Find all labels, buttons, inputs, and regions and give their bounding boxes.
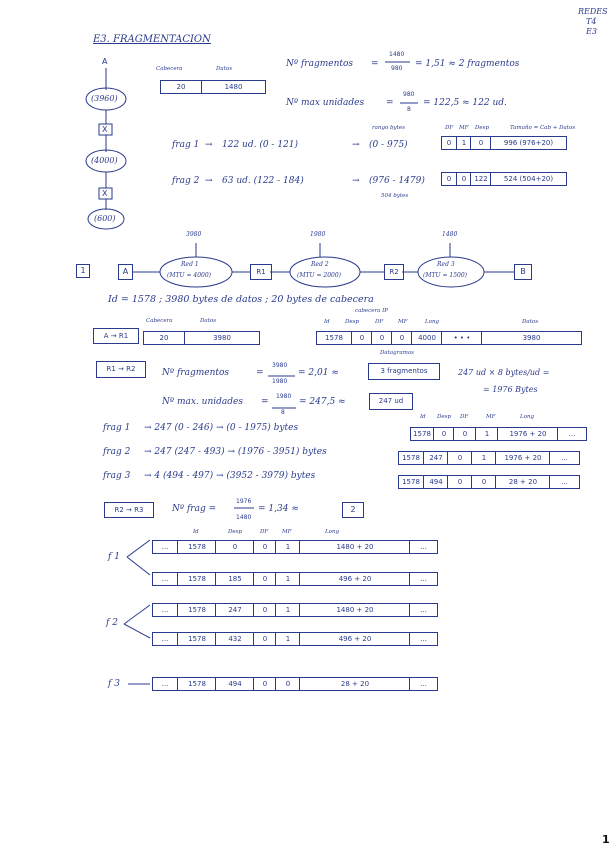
calc1-result2: = 122,5 ≈ 122 ud.	[423, 98, 507, 108]
flow-router-2: X	[102, 189, 108, 198]
f2b-more: ...	[409, 633, 437, 645]
topic-label: T4	[586, 17, 597, 26]
f1-label: f 1	[108, 552, 120, 562]
tblA-r2-df: 0	[446, 175, 452, 183]
ipcab-id: 1578	[325, 334, 343, 342]
f3a-desp: 494	[215, 678, 254, 690]
ipcab-df: 0	[371, 332, 392, 344]
f2a-mf: 1	[275, 604, 300, 616]
f2a-id: 1578	[177, 604, 216, 616]
fr3-id: 1578	[402, 478, 420, 486]
fr1-mf: 1	[475, 428, 498, 440]
frag2a-bytes: (976 - 1479)	[369, 176, 425, 186]
fr-head-desp: Desp	[437, 414, 452, 420]
r2r3-label: R2 → R3	[104, 502, 154, 518]
f1-head-desp: Desp	[228, 529, 243, 535]
flow-node-1: (3960)	[91, 94, 118, 103]
fr2-df: 0	[447, 452, 472, 464]
fr3-more: ...	[549, 476, 579, 488]
fr-head-df: DF	[460, 414, 469, 420]
frag1a-bytes: (0 - 975)	[369, 140, 408, 150]
ipcab-col-long: Long	[425, 319, 440, 325]
r2r3-den: 1480	[236, 514, 252, 521]
fr-head-mf: MF	[486, 414, 496, 420]
ar1-v1: 20	[159, 334, 169, 342]
tblA-h2: Desp	[475, 125, 490, 131]
r1r2-sub: Datagramas	[380, 350, 414, 356]
fr1-label: frag 1	[103, 423, 131, 433]
page-title: E3. FRAGMENTACION	[93, 34, 211, 45]
course-label: REDES	[578, 7, 608, 16]
router-r1: R1	[250, 264, 272, 280]
tblA-row2	[441, 172, 567, 186]
r1r2-label: R1 → R2	[96, 361, 146, 378]
r1r2-side2: = 1976 Bytes	[483, 385, 538, 394]
tblA-r1-mf: 1	[456, 137, 471, 149]
r1r2-box2: 247 ud	[369, 393, 413, 410]
fr2-desp: 247	[423, 452, 448, 464]
fr3-df: 0	[447, 476, 472, 488]
fr1-text: → 247 (0 - 246) → (0 - 1975) bytes	[144, 423, 299, 433]
flow-router-1: X	[102, 125, 108, 134]
tblA-r1-desp: 0	[470, 137, 491, 149]
fr1-df: 0	[453, 428, 476, 440]
fr2-mf: 1	[471, 452, 496, 464]
f3a-more: ...	[409, 678, 437, 690]
f3a-long: 28 + 20	[299, 678, 410, 690]
red3-mtu: (MTU = 1500)	[423, 272, 467, 279]
r1r2-box1: 3 fragmentos	[368, 363, 440, 380]
red3-label: Red 3	[437, 261, 455, 268]
fr3-long: 28 + 20	[495, 476, 550, 488]
calc1-den: 980	[391, 65, 403, 72]
f1-head-long: Long	[325, 529, 340, 535]
fr-head-id: Id	[420, 414, 426, 420]
frag1a-label: frag 1	[172, 140, 200, 150]
fr1-long: 1976 + 20	[497, 428, 558, 440]
hdr1-datos-label: Datos	[216, 66, 233, 72]
ipcab-mf: 0	[391, 332, 412, 344]
r2r3-text: Nº frag =	[172, 504, 217, 514]
tblA-h3: Tamaño = Cab + Datos	[510, 125, 576, 131]
ar1-table	[143, 331, 260, 345]
f2b-id: 1578	[177, 633, 216, 645]
ipcab-dots: • • •	[441, 332, 482, 344]
f3a-id: 1578	[177, 678, 216, 690]
ar1-datos-label: Datos	[200, 318, 217, 324]
fr2-more: ...	[549, 452, 579, 464]
fr2-id: 1578	[402, 454, 420, 462]
frag1a-units: 122 ud. (0 - 121)	[222, 140, 299, 150]
tblA-r1-size: 996 (976+20)	[490, 137, 566, 149]
fr1-more: ...	[557, 428, 586, 440]
fr3-desp: 494	[423, 476, 448, 488]
ipcab-datos: 3980	[481, 332, 581, 344]
r2r3-box: 2	[342, 502, 364, 518]
f2-row-a	[152, 603, 438, 617]
exercise-label: E3	[586, 27, 597, 36]
fr2-row	[398, 451, 580, 465]
tblA-r2-mf: 0	[456, 173, 471, 185]
f1a-desp: 0	[215, 541, 254, 553]
calc1-num: 1480	[389, 51, 405, 58]
router-r2: R2	[384, 264, 404, 280]
f3a-pre: ...	[161, 680, 169, 688]
f1b-mf: 1	[275, 573, 300, 585]
r2r3-num: 1976	[236, 498, 252, 505]
calc1-den2: 8	[407, 106, 411, 113]
f1-row-a	[152, 540, 438, 554]
red2-label: Red 2	[311, 261, 329, 268]
flow-a: A	[102, 57, 108, 66]
f3-row-a	[152, 677, 438, 691]
fr1-id: 1578	[413, 430, 431, 438]
f2b-df: 0	[253, 633, 276, 645]
ar1-label: A → R1	[93, 328, 139, 344]
tblA-h1: MF	[459, 125, 469, 131]
ipcab-long: 4000	[411, 332, 442, 344]
f1-head-mf: MF	[282, 529, 292, 535]
f1b-more: ...	[409, 573, 437, 585]
fr1-desp: 0	[433, 428, 454, 440]
fr1-row	[410, 427, 587, 441]
frag1a-note: rango bytes	[372, 125, 405, 131]
hdr1-cab-label: Cabecera	[156, 66, 183, 72]
r1r2-l1: Nº fragmentos	[162, 368, 230, 378]
frag2a-label: frag 2	[172, 176, 200, 186]
ar1-v2: 3980	[184, 332, 259, 344]
tblA-h0: DF	[445, 125, 454, 131]
ipcab-col-id: Id	[324, 319, 330, 325]
hdr1-v2: 1480	[201, 81, 265, 93]
f2b-desp: 432	[215, 633, 254, 645]
fr3-text: → 4 (494 - 497) → (3952 - 3979) bytes	[144, 471, 316, 481]
host-a: A	[118, 264, 133, 280]
frag2a-note: 504 bytes	[381, 193, 409, 199]
flow-node-3: (600)	[94, 214, 116, 223]
tblA-r2-desp: 122	[470, 173, 491, 185]
ipcab-col-df: DF	[375, 319, 384, 325]
f1b-id: 1578	[177, 573, 216, 585]
fr3-row	[398, 475, 580, 489]
r2r3-result: = 1,34 ≈	[258, 504, 299, 514]
frag2a-units: 63 ud. (122 - 184)	[222, 176, 304, 186]
flow-node-2: (4000)	[91, 156, 118, 165]
red2-mtu: (MTU = 2000)	[297, 272, 341, 279]
f1a-pre: ...	[161, 543, 169, 551]
f3-label: f 3	[108, 679, 120, 689]
f2a-long: 1480 + 20	[299, 604, 410, 616]
ipcab-desp: 0	[351, 332, 372, 344]
f1b-df: 0	[253, 573, 276, 585]
calc1-num2: 980	[403, 91, 415, 98]
page-number: 1	[602, 833, 610, 846]
r1r2-d1: 1980	[272, 378, 288, 385]
r1r2-d2: 8	[281, 409, 285, 416]
red1-mtu: (MTU = 4000)	[167, 272, 211, 279]
ipcab-title: cabecera IP	[355, 308, 388, 314]
calc1-label: Nº fragmentos	[286, 59, 354, 69]
host-b: B	[514, 264, 532, 280]
ipcab-col-datos: Datos	[522, 319, 539, 325]
r1r2-n2: 1980	[276, 393, 292, 400]
f1b-long: 496 + 20	[299, 573, 410, 585]
r1r2-side1: 247 ud × 8 bytes/ud =	[458, 368, 550, 377]
datagram-info: Id = 1578 ; 3980 bytes de datos ; 20 bytes de cabecera	[108, 294, 374, 305]
f1a-df: 0	[253, 541, 276, 553]
calc1-label2: Nº max unidades	[286, 98, 365, 108]
ipcab-col-mf: MF	[398, 319, 408, 325]
fr2-long: 1976 + 20	[495, 452, 550, 464]
f3a-df: 0	[253, 678, 276, 690]
ipcab-table	[316, 331, 582, 345]
tblA-row1	[441, 136, 567, 150]
net-up3: 1480	[442, 231, 458, 238]
f1b-desp: 185	[215, 573, 254, 585]
red1-label: Red 1	[181, 261, 199, 268]
hdr1-v1: 20	[176, 83, 186, 91]
f2a-desp: 247	[215, 604, 254, 616]
f1a-id: 1578	[177, 541, 216, 553]
section-number: 1	[76, 264, 90, 278]
f2-label: f 2	[106, 618, 118, 628]
f1-head-df: DF	[260, 529, 269, 535]
fr2-label: frag 2	[103, 447, 131, 457]
f2b-long: 496 + 20	[299, 633, 410, 645]
fr3-mf: 0	[471, 476, 496, 488]
f2b-pre: ...	[161, 635, 169, 643]
f2a-pre: ...	[161, 606, 169, 614]
r1r2-n1: 3980	[272, 362, 288, 369]
f1b-pre: ...	[161, 575, 169, 583]
tblA-r2-size: 524 (504+20)	[490, 173, 566, 185]
fr3-label: frag 3	[103, 471, 131, 481]
f3a-mf: 0	[275, 678, 300, 690]
net-up1: 3980	[186, 231, 202, 238]
f2b-mf: 1	[275, 633, 300, 645]
f1a-more: ...	[409, 541, 437, 553]
f2a-df: 0	[253, 604, 276, 616]
calc1-result: = 1,51 ≈ 2 fragmentos	[415, 59, 520, 69]
ipcab-col-desp: Desp	[345, 319, 360, 325]
f1-row-b	[152, 572, 438, 586]
tblA-r1-df: 0	[446, 139, 452, 147]
f1-head-id: Id	[193, 529, 199, 535]
f1a-mf: 1	[275, 541, 300, 553]
ar1-cab-label: Cabecera	[146, 318, 173, 324]
r1r2-l2: Nº max. unidades	[162, 397, 243, 407]
f2-row-b	[152, 632, 438, 646]
f2a-more: ...	[409, 604, 437, 616]
fr-head-long: Long	[520, 414, 535, 420]
fr2-text: → 247 (247 - 493) → (1976 - 3951) bytes	[144, 447, 327, 457]
r1r2-r1: = 2,01 ≈	[298, 368, 339, 378]
r1r2-r2: = 247,5 ≈	[299, 397, 346, 407]
f1a-long: 1480 + 20	[299, 541, 410, 553]
hdr1-table	[160, 80, 266, 94]
net-up2: 1980	[310, 231, 326, 238]
